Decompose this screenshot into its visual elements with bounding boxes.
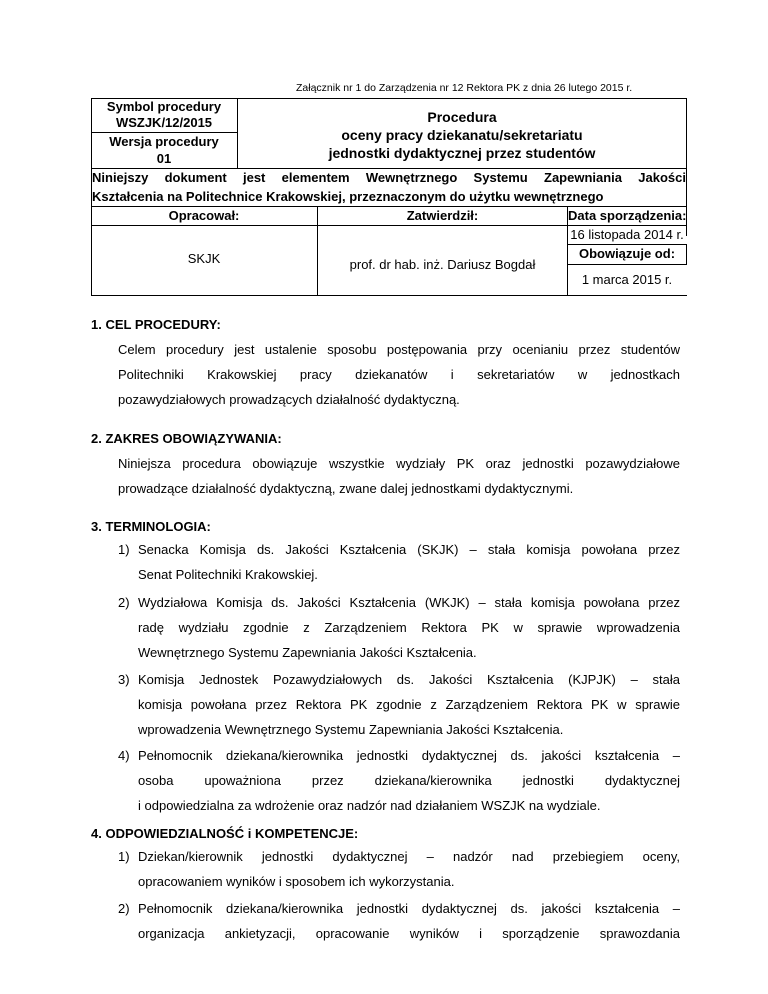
approved-label: Zatwierdził: bbox=[406, 208, 479, 223]
section-1-line-3: pozawydziałowych prowadzących działalność dydaktyczną. bbox=[118, 392, 460, 407]
valid-from-value: 1 marca 2015 r. bbox=[581, 272, 673, 287]
section-2-body bbox=[118, 451, 680, 501]
symbol-label: Symbol procedury bbox=[106, 99, 222, 114]
valid-from-label: Obowiązuje od: bbox=[578, 246, 676, 261]
annex-note: Załącznik nr 1 do Zarządzenia nr 12 Rektora PK z dnia 26 lutego 2015 r. bbox=[296, 82, 633, 94]
procedure-title-line-1: Procedura bbox=[427, 109, 497, 125]
procedure-title-line-3: jednostki dydaktycznej przez studentów bbox=[328, 145, 596, 161]
section-1-line-2: Politechniki Krakowskiej pracy dziekanatów i sekretariatów w jednostkach bbox=[118, 367, 680, 382]
section-1-title: 1. CEL PROCEDURY: bbox=[91, 317, 221, 332]
section-1-body bbox=[118, 337, 680, 412]
version-label: Wersja procedury bbox=[109, 134, 219, 149]
version-value: 01 bbox=[156, 151, 172, 166]
section-2-line-2: prowadzące działalność dydaktyczną, zwane dalej jednostkami dydaktycznymi. bbox=[118, 481, 574, 496]
section-2-title: 2. ZAKRES OBOWIĄZYWANIA: bbox=[91, 431, 282, 446]
header-intro bbox=[92, 168, 686, 206]
prepared-label: Opracował: bbox=[168, 208, 240, 223]
section-4-title: 4. ODPOWIEDZIALNOŚĆ i KOMPETENCJE: bbox=[91, 826, 359, 841]
symbol-value: WSZJK/12/2015 bbox=[115, 115, 213, 130]
section-1-line-1: Celem procedury jest ustalenie sposobu postępowania przy ocenianiu przez studentów bbox=[118, 342, 680, 357]
prepared-value: SKJK bbox=[187, 251, 221, 266]
intro-line-2: Kształcenia na Politechnice Krakowskiej, przeznaczonym do użytku wewnętrznego bbox=[92, 189, 604, 204]
date-value: 16 listopada 2014 r. bbox=[570, 227, 684, 242]
date-label: Data sporządzenia: bbox=[568, 208, 687, 223]
approved-value: prof. dr hab. inż. Dariusz Bogdał bbox=[349, 257, 536, 272]
section-3-title: 3. TERMINOLOGIA: bbox=[91, 519, 211, 534]
intro-line-1: Niniejszy dokument jest elementem Wewnętrznego Systemu Zapewniania Jakości bbox=[92, 170, 686, 185]
section-2-line-1: Niniejsza procedura obowiązuje wszystkie wydziały PK oraz jednostki pozawydziałowe bbox=[118, 456, 680, 471]
procedure-title-line-2: oceny pracy dziekanatu/sekretariatu bbox=[341, 127, 583, 143]
